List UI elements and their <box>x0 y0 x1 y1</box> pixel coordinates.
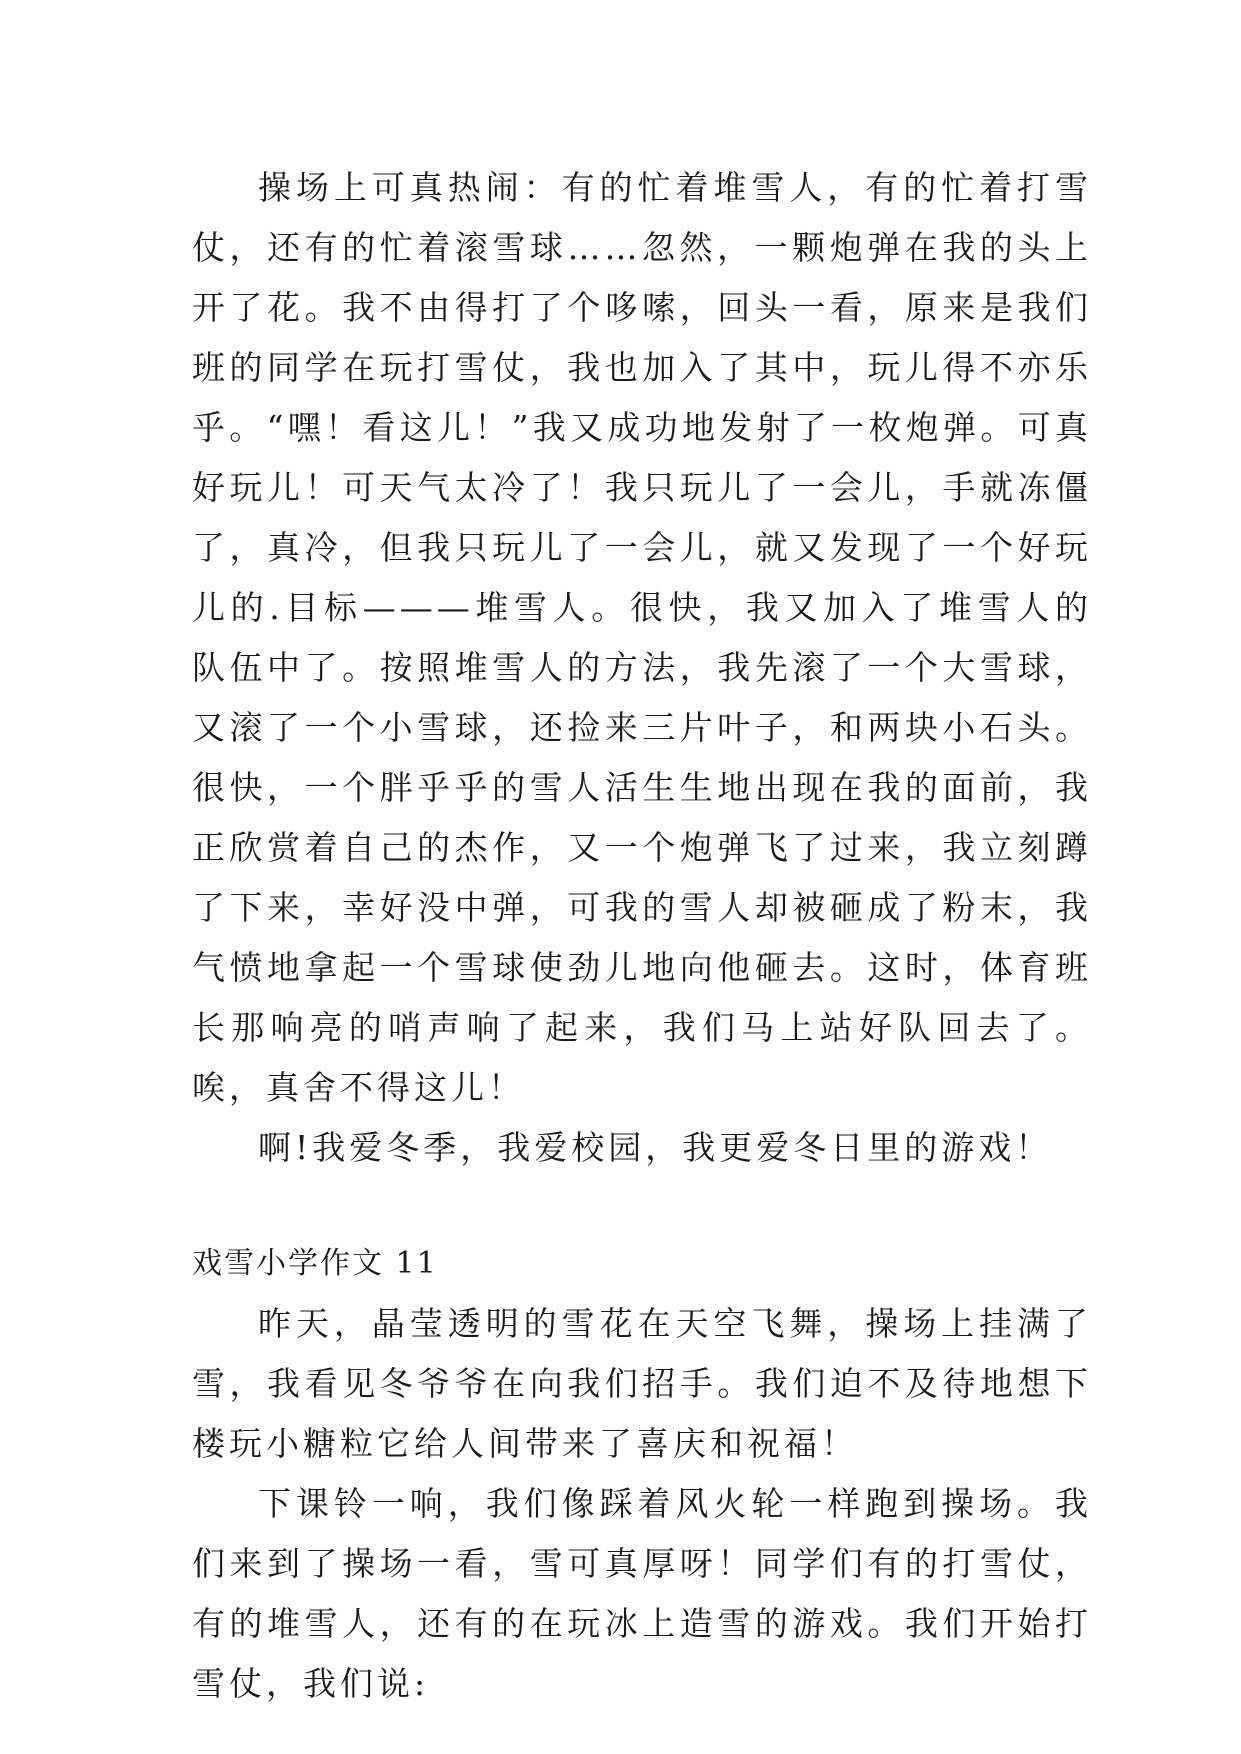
paragraph-snow-fight: 操场上可真热闹：有的忙着堆雪人，有的忙着打雪仗，还有的忙着滚雪球……忽然，一颗炮弹在我的头上开了花。我不由得打了个哆嗦，回头一看，原来是我们班的同学在玩打雪仗，我也加入了其中，玩儿得不亦乐乎。“嘿！看这儿！”我又成功地发射了一枚炮弹。可真好玩儿！可天气太冷了！我只玩儿了一会儿，手就冻僵了，真冷，但我只玩儿了一会儿，就又发现了一个好玩儿的.目标———堆雪人。很快，我又加入了堆雪人的队伍中了。按照堆雪人的方法，我先滚了一个大雪球，又滚了一个小雪球，还捡来三片叶子，和两块小石头。很快，一个胖乎乎的雪人活生生地出现在我的面前，我正欣赏着自己的杰作，又一个炮弹飞了过来，我立刻蹲了下来，幸好没中弹，可我的雪人却被砸成了粉末，我气愤地拿起一个雪球使劲儿地向他砸去。这时，体育班长那响亮的哨声响了起来，我们马上站好队回去了。唉，真舍不得这儿！ <box>192 168 1092 1107</box>
paragraph-yesterday: 昨天，晶莹透明的雪花在天空飞舞，操场上挂满了雪，我看见冬爷爷在向我们招手。我们迫不及待地想下楼玩小糖粒它给人间带来了喜庆和祝福！ <box>192 1304 1092 1463</box>
paragraph-love-winter: 啊!我爱冬季，我爱校园，我更爱冬日里的游戏！ <box>258 1128 1053 1167</box>
section-title: 戏雪小学作文 11 <box>192 1246 438 1281</box>
document-page <box>192 158 1092 1714</box>
paragraph-bell-rings: 下课铃一响，我们像踩着风火轮一样跑到操场。我们来到了操场一看，雪可真厚呀！同学们有的打雪仗，有的堆雪人，还有的在玩冰上造雪的游戏。我们开始打雪仗，我们说: <box>192 1484 1092 1703</box>
